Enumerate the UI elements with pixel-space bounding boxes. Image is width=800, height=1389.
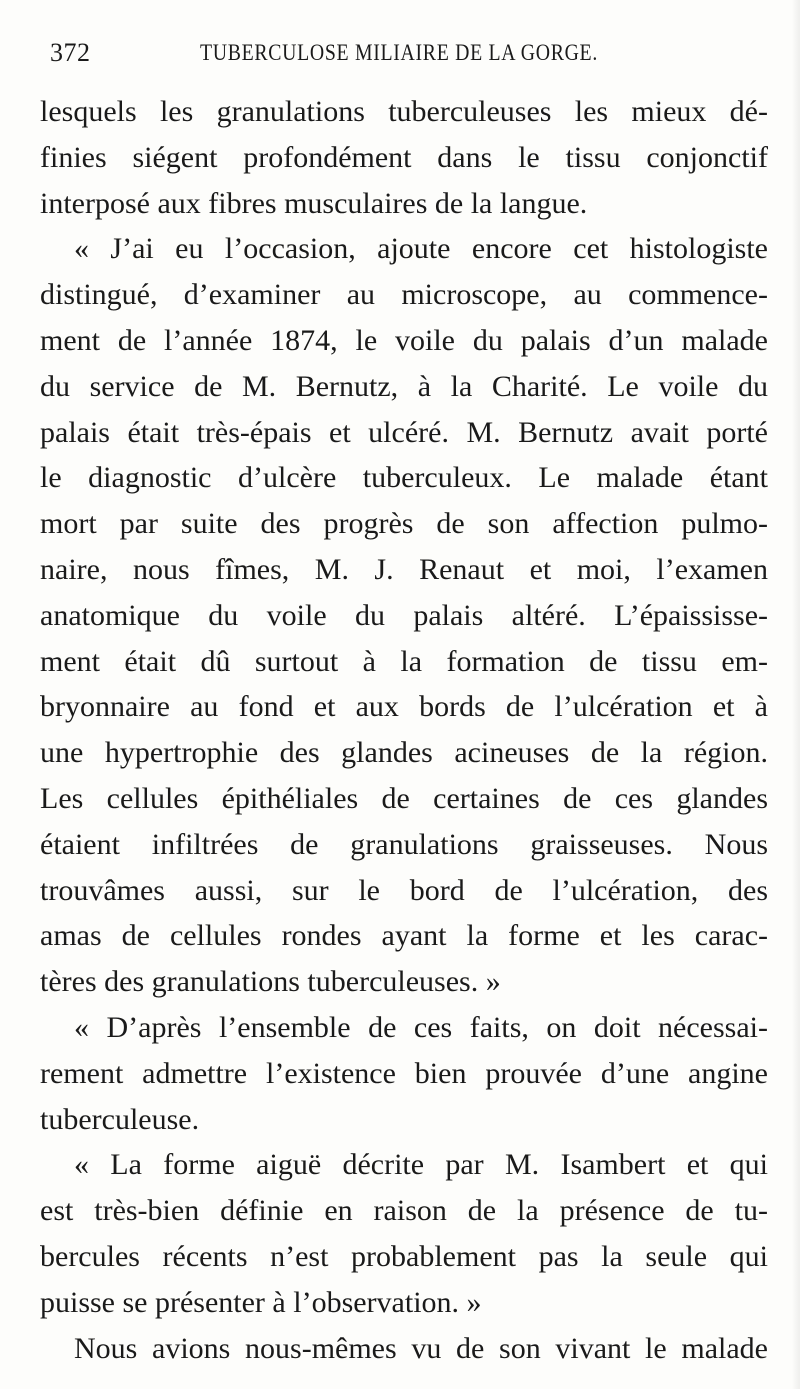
- text-line: ment était dû surtout à la formation de tissu em-: [40, 644, 768, 678]
- text-line: ment de l’année 1874, le voile du palais d’un malade: [40, 323, 768, 357]
- text-line: lesquels les granulations tuberculeuses les mieux dé-: [40, 95, 768, 128]
- text-line: étaient infiltrées de granulations graisseuses. Nous: [40, 827, 768, 861]
- text-line: une hypertrophie des glandes acineuses de la région.: [40, 736, 768, 770]
- text-line: « D’après l’ensemble de ces faits, on doit nécessai-: [74, 1010, 768, 1044]
- text-line: palais était très-épais et ulcéré. M. Bernutz avait porté: [40, 415, 768, 449]
- text-line: « La forme aiguë décrite par M. Isambert et qui: [74, 1148, 768, 1182]
- page-number: 372: [50, 38, 91, 67]
- text-line: bryonnaire au fond et aux bords de l’ulcération et à: [40, 690, 768, 724]
- text-line: tères des granulations tuberculeuses. »: [40, 965, 501, 999]
- text-line: puisse se présenter à l’observation. »: [40, 1285, 482, 1319]
- text-line: Les cellules épithéliales de certaines de ces glandes: [40, 781, 768, 815]
- text-line: trouvâmes aussi, sur le bord de l’ulcération, des: [40, 873, 768, 907]
- text-line: est très-bien définie en raison de la présence de tu-: [40, 1194, 768, 1228]
- text-line: Nous avions nous-mêmes vu de son vivant le malade: [74, 1331, 768, 1365]
- text-line: bercules récents n’est probablement pas la seule qui: [40, 1239, 768, 1273]
- text-line: le diagnostic d’ulcère tuberculeux. Le malade étant: [40, 461, 768, 495]
- running-title: TUBERCULOSE MILIAIRE DE LA GORGE.: [200, 40, 598, 65]
- text-line: anatomique du voile du palais altéré. L’épaississe-: [40, 598, 768, 632]
- text-line: tuberculeuse.: [40, 1102, 200, 1136]
- text-line: mort par suite des progrès de son affection pulmo-: [40, 507, 768, 541]
- text-line: distingué, d’examiner au microscope, au commence-: [40, 278, 768, 312]
- text-line: interposé aux fibres musculaires de la langue.: [40, 186, 588, 220]
- text-line: finies siégent profondément dans le tissu conjonctif: [40, 140, 768, 174]
- running-head: [50, 38, 760, 78]
- text-line: naire, nous fîmes, M. J. Renaut et moi, l’examen: [40, 552, 768, 586]
- text-line: « J’ai eu l’occasion, ajoute encore cet histologiste: [74, 232, 768, 266]
- text-line: du service de M. Bernutz, à la Charité. Le voile du: [40, 369, 768, 403]
- text-line: rement admettre l’existence bien prouvée d’une angine: [40, 1056, 768, 1090]
- text-line: amas de cellules rondes ayant la forme et les carac-: [40, 919, 768, 953]
- body-text: [40, 89, 768, 1371]
